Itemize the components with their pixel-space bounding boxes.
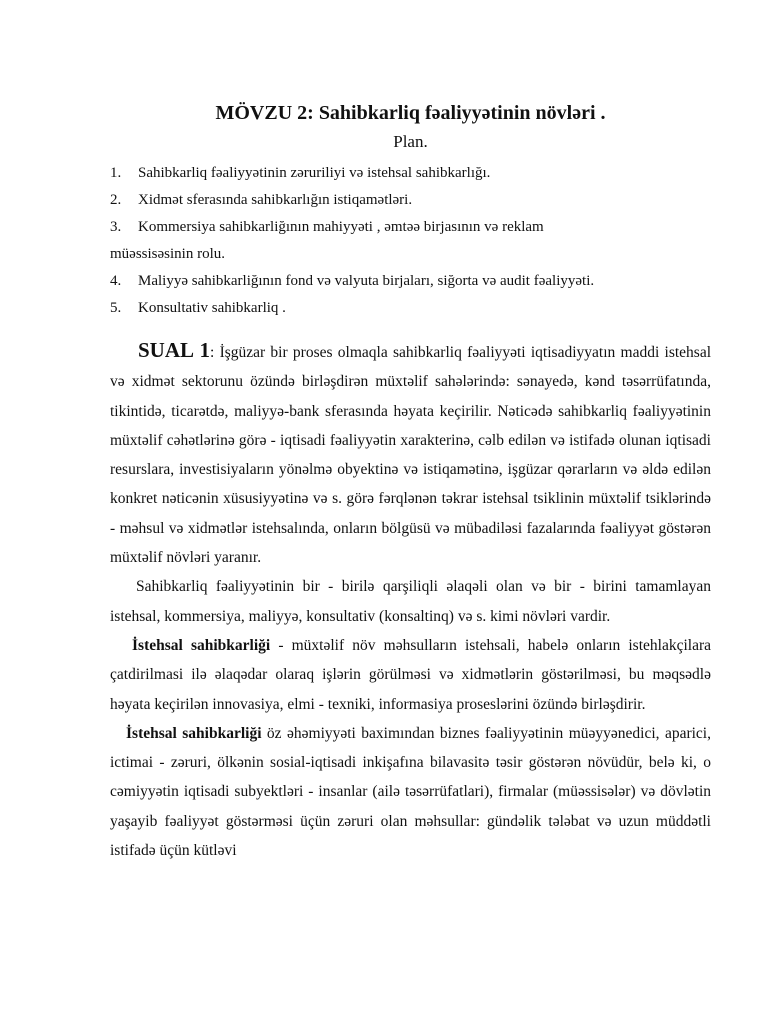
document-page [110,96,711,865]
plan-heading: Plan. [393,132,428,151]
plan-item-text: Sahibkarliq fəaliyyətinin zəruriliyi və istehsal sahibkarlığı. [138,165,491,181]
plan-item [110,160,711,187]
plan-item-text: Xidmət sferasında sahibkarlığın istiqamətləri. [138,192,413,208]
title-text: Sahibkarliq fəaliyyətinin növləri . [313,102,606,124]
plan-item [110,295,711,322]
plan-item-number: 4. [110,273,122,289]
plan-item-text: müəssisəsinin rolu. [110,246,225,262]
page-title [110,96,711,130]
plan-item [110,268,711,295]
body-paragraph [110,719,711,865]
term-bold: İstehsal sahibkarliği [126,724,262,742]
plan-item [110,187,711,214]
plan-item-text: Maliyyə sahibkarliğının fond və valyuta birjaları, siğorta və audit fəaliyyəti. [138,273,595,289]
plan-item-number: 2. [110,192,122,208]
question-text: : İşgüzar bir proses olmaqla sahibkarliq fəaliyyəti iqtisadiyyatın maddi istehsal və xidmət sektorunu özündə birləşdirən müxtəlif sahələrində: sənayedə, kənd təsərrüfatında, tikintidə, ticarətdə, maliyyə-bank sferasında həyata keçirilir. Nəticədə sahibkarliq fəaliyyətinin müxtəlif cəhətlərinə görə - iqtisadi fəaliyyətin xarakterinə, cəlb edilən və istifadə olunan iqtisadi resurslara, investisiyaların yönəlmə obyektinə və istiqamətinə, işgüzar qərarların və əldə edilən konkret nəticənin xüsusiyyətinə və s. görə fərqlənən təkrar istehsal tsiklinin müxtəlif tsiklərində - məhsul və xidmətlər istehsalında, onların bölgüsü və mübadiləsi fazalarında fəaliyyət göstərən müxtəlif növləri yaranır. [110,344,712,567]
plan-item [110,214,711,241]
question-label: SUAL 1 [138,338,210,362]
plan-item-number: 1. [110,165,122,181]
plan-item-text: Konsultativ sahibkarliq . [138,300,286,316]
plan-item-text: Kommersiya sahibkarliğının mahiyyəti , əmtəə birjasının və reklam [138,219,544,235]
question-1-paragraph [110,336,711,572]
plan-item-number: 5. [110,300,122,316]
title-prefix: MÖVZU 2: [215,102,314,124]
plan-list [110,160,711,322]
body-paragraph [110,631,711,719]
paragraph-text: - müxtəlif növ məhsulların istehsali, habelə onların istehlakçilara çatdirilmasi ilə əlaqədar olaraq işlərin görülməsi və xidmətlərin göstərilməsi, bu məqsədlə həyata keçirilən innovasiya, elmi - texniki, informasiya proseslərini özündə birləşdirir. [110,636,711,713]
term-bold: İstehsal sahibkarliği [132,636,271,654]
plan-item-number: 3. [110,219,122,235]
paragraph-text: öz əhəmiyyəti baximından biznes fəaliyyətinin müəyyənedici, aparici, ictimai - zəruri, ölkənin sosial-iqtisadi inkişafına bilavasitə təsir göstərən növüdür, belə ki, o cəmiyyətin iqtisadi subyektləri - insanlar (ailə təsərrüfatlari), firmalar (müəssisələr) və dövlətin yaşayib fəaliyyət göstərməsi üçün zəruri olan məhsullar: gündəlik tələbat və uzun müddətli istifadə üçün kütləvi [110,724,711,860]
plan-item-continuation [110,241,711,268]
body-paragraph: Sahibkarliq fəaliyyətinin bir - birilə qarşiliqli əlaqəli olan və bir - birini tamamlayan istehsal, kommersiya, maliyyə, konsultativ (konsaltinq) və s. kimi növləri vardir. [110,578,711,625]
